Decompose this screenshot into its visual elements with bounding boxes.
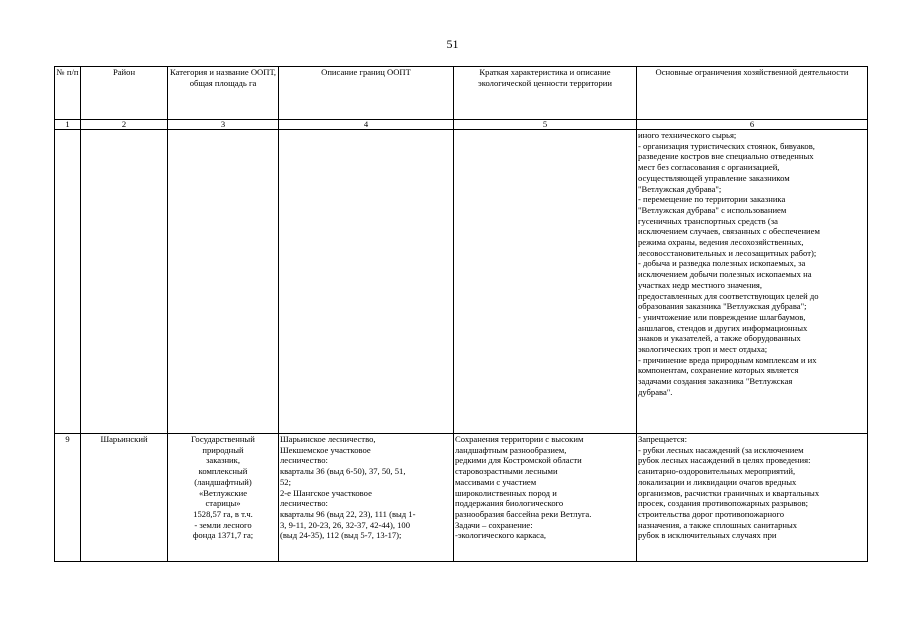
- cell-text-line: природный: [202, 444, 244, 455]
- header-district: Район: [81, 67, 168, 120]
- cell-text-line: осуществляющей управление заказником: [638, 172, 790, 183]
- column-number: 6: [637, 120, 868, 130]
- cell-text-line: (ландшафтный): [194, 476, 252, 487]
- cell-text-line: Шарьинское лесничество,: [280, 434, 376, 444]
- cell-text-line: дубрава".: [638, 386, 673, 397]
- cell-text-line: исключением случаев, связанных с обеспечением: [638, 226, 820, 237]
- header-characteristics: Краткая характеристика и описание экологической ценности территории: [454, 67, 637, 120]
- cell-text-line: 1528,57 га, в т.ч.: [193, 508, 253, 519]
- cell-text-line: заказник,: [206, 455, 240, 466]
- cell-text-line: поддержания биологического: [455, 498, 564, 509]
- cell-text-line: строительства дорог противопожарного: [638, 508, 785, 519]
- cell-text-line: Сохранения территории с высоким: [455, 434, 584, 444]
- column-number: 5: [454, 120, 637, 130]
- cell-text-line: иного технического сырья;: [638, 130, 737, 140]
- cell-text-line: режима охраны, ведения лесохозяйственных,: [638, 237, 804, 248]
- column-number: 2: [81, 120, 168, 130]
- cell-text-line: Государственный: [191, 434, 255, 444]
- header-boundaries: Описание границ ООПТ: [279, 67, 454, 120]
- cell-text-line: рубок в исключительных случаях при: [638, 530, 777, 541]
- cell-text-line: фонда 1371,7 га;: [192, 530, 254, 541]
- restrictions-cell: [637, 130, 868, 434]
- cell-text-line: лесничество:: [280, 455, 328, 466]
- cell-text-line: редкими для Костромской области: [455, 455, 582, 466]
- cell-text-line: рубок лесных насаждений в целях проведения:: [638, 455, 811, 466]
- cell-text-line: организмов, расчистки граничных и квартальных: [638, 487, 820, 498]
- cell-text-line: старовозрастными лесными: [455, 466, 558, 477]
- cell-text-line: Задачи – сохранение:: [455, 519, 533, 530]
- empty-cell: [81, 130, 168, 434]
- cell-text-line: широколиственных пород и: [455, 487, 557, 498]
- category-cell: [168, 434, 279, 562]
- column-number: 1: [55, 120, 81, 130]
- cell-text-line: лесовосстановительных и лесозащитных работ);: [638, 247, 817, 258]
- cell-text-line: аншлагов, стендов и других информационных: [638, 322, 808, 333]
- cell-text-line: 52;: [280, 476, 291, 487]
- ooopt-table: [54, 66, 868, 562]
- cell-text-line: комплексный: [198, 466, 248, 477]
- page-number: 51: [446, 37, 459, 51]
- cell-text-line: - причинение вреда природным комплексам и их: [638, 354, 817, 365]
- empty-cell: [168, 130, 279, 434]
- cell-text-line: "Ветлужская дубрава" с использованием: [638, 204, 787, 215]
- header-category: Категория и название ООПТ, общая площадь га: [168, 67, 279, 120]
- cell-text-line: - перемещение по территории заказника: [638, 194, 786, 205]
- cell-text-line: назначения, а также сплошных санитарных: [638, 519, 798, 530]
- cell-text-line: (выд 24-35), 112 (выд 5-7, 13-17);: [280, 530, 402, 541]
- cell-text-line: - рубки лесных насаждений (за исключением: [638, 444, 804, 455]
- cell-text-line: - уничтожение или повреждение шлагбаумов,: [638, 311, 806, 322]
- cell-text-line: компонентам, сохранение которых является: [638, 365, 799, 376]
- cell-text-line: локализации и ликвидации очагов вредных: [638, 476, 797, 487]
- column-number: 3: [168, 120, 279, 130]
- cell-text-line: лесничество:: [280, 498, 328, 509]
- cell-text-line: «Ветлужские: [198, 487, 248, 498]
- cell-text-line: разведение костров вне специально отведенных: [638, 151, 814, 162]
- cell-text-line: разнообразия бассейна реки Ветлуга.: [455, 508, 592, 519]
- cell-text-line: "Ветлужская дубрава";: [638, 183, 722, 194]
- column-number-row: [55, 120, 868, 130]
- cell-text-line: просек, создания противопожарных разрывов;: [638, 498, 809, 509]
- boundaries-cell: [279, 434, 454, 562]
- cell-text-line: 3, 9-11, 20-23, 26, 32-37, 42-44), 100: [280, 519, 411, 530]
- cell-text-line: санитарно-оздоровительных мероприятий,: [638, 466, 796, 477]
- empty-cell: [454, 130, 637, 434]
- cell-text-line: участках недр местного значения,: [638, 279, 763, 290]
- empty-cell: [279, 130, 454, 434]
- cell-text-line: -экологического каркаса,: [455, 530, 547, 541]
- cell-text-line: исключением добычи полезных ископаемых на: [638, 269, 812, 280]
- cell-text-line: старицы»: [205, 498, 241, 509]
- cell-text-line: задачами создания заказника "Ветлужская: [638, 376, 793, 387]
- header-number: № п/п: [55, 67, 81, 120]
- district-cell: Шарьинский: [81, 434, 168, 562]
- cell-text-line: кварталы 96 (выд 22, 23), 111 (выд 1-: [280, 508, 416, 519]
- cell-text-line: гусеничных транспортных средств (за: [638, 215, 778, 226]
- table-row: [55, 434, 868, 562]
- cell-text-line: массивами с участием: [455, 476, 537, 487]
- cell-text-line: ландшафтным разнообразием,: [455, 444, 567, 455]
- continuation-row: [55, 130, 868, 434]
- cell-text-line: знаков и указателей, а также оборудованных: [638, 333, 801, 344]
- restrictions-cell: [637, 434, 868, 562]
- cell-text-line: Шекшемское участковое: [280, 444, 371, 455]
- cell-text-line: мест без согласования с организацией,: [638, 162, 780, 173]
- cell-text-line: - добыча и разведка полезных ископаемых, за: [638, 258, 806, 269]
- cell-text-line: образования заказника "Ветлужская дубрава";: [638, 301, 807, 312]
- characteristics-cell: [454, 434, 637, 562]
- header-restrictions: Основные ограничения хозяйственной деятельности: [637, 67, 868, 120]
- cell-text-line: Запрещается:: [638, 434, 687, 444]
- cell-text-line: экологических троп и мест отдыха;: [638, 344, 768, 355]
- cell-text-line: предоставленных для соответствующих целей до: [638, 290, 819, 301]
- cell-text-line: - организация туристических стоянок, бивуаков,: [638, 140, 815, 151]
- cell-text-line: - земли лесного: [194, 519, 252, 530]
- cell-text-line: кварталы 36 (выд 6-50), 37, 50, 51,: [280, 466, 406, 477]
- empty-cell: [55, 130, 81, 434]
- row-number: 9: [55, 434, 81, 562]
- column-number: 4: [279, 120, 454, 130]
- cell-text-line: 2-е Шангское участковое: [280, 487, 372, 498]
- header-row: [55, 67, 868, 120]
